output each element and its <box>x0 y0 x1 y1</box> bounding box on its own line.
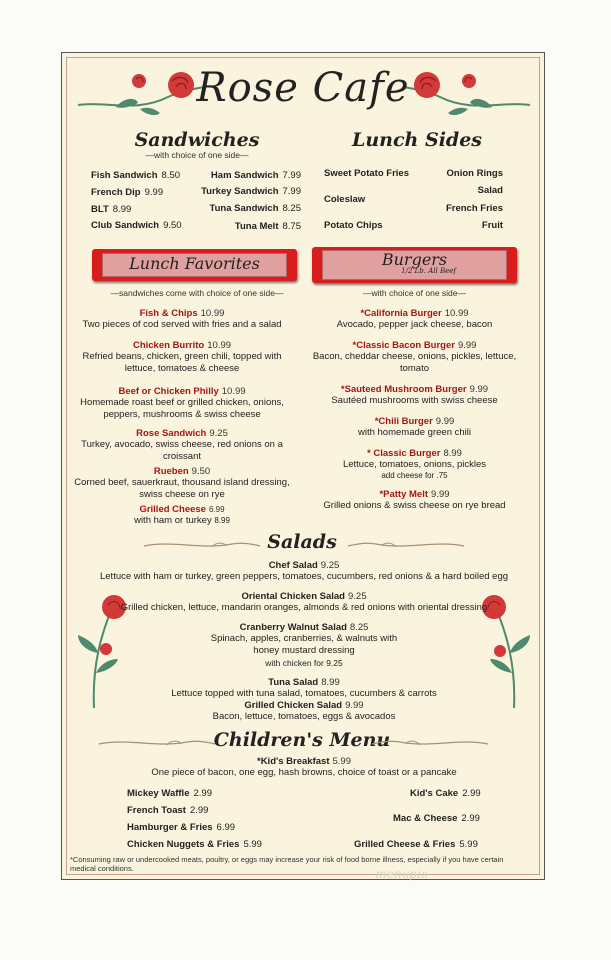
side-item: Coleslaw <box>324 194 366 205</box>
menu-item-name: * Classic Burger 8.99 <box>367 448 462 459</box>
burgers-list <box>312 308 517 512</box>
side-item: Salad <box>477 185 503 196</box>
food-safety-disclaimer: *Consuming raw or undercooked meats, poultry, or eggs may increase your risk of food borne illness, especially if you have certain medical conditions. <box>70 855 504 873</box>
kids-item: Grilled Cheese & Fries 5.99 <box>354 839 478 850</box>
lunch-favorites-subtitle: —sandwiches come with choice of one side— <box>110 288 284 298</box>
sandwich-item: Tuna Sandwich 8.25 <box>209 203 301 214</box>
menu-item-name: Beef or Chicken Philly 10.99 <box>118 386 246 397</box>
burgers-heading: Burgers <box>381 250 448 269</box>
side-item: Onion Rings <box>446 168 503 179</box>
sandwich-item: French Dip 9.99 <box>91 187 164 198</box>
side-item: Sweet Potato Fries <box>324 168 409 179</box>
menu-item-name: Tuna Salad 8.99 <box>268 677 340 688</box>
burgers-subtitle: —with choice of one side— <box>363 288 466 298</box>
menu-item-name: *Chili Burger 9.99 <box>374 416 455 427</box>
sandwich-item: Ham Sandwich 7.99 <box>210 170 301 181</box>
side-item: French Fries <box>445 203 503 214</box>
menu-item-desc: Turkey, avocado, swiss cheese, red onions on a croissant <box>81 439 283 462</box>
sandwich-item: Fish Sandwich 8.50 <box>91 170 181 181</box>
burgers-banner <box>312 247 517 283</box>
menu-item-desc: Avocado, pepper jack cheese, bacon <box>336 319 493 330</box>
menu-item-desc: Grilled onions & swiss cheese on rye bread <box>323 500 506 511</box>
menu-item-name: *Patty Melt 9.99 <box>379 489 450 500</box>
menu-item-desc: Lettuce with ham or turkey, green peppers, tomatoes, cucumbers, red onions & a hard boiled egg <box>99 571 509 582</box>
flourish-left-icon <box>97 736 217 750</box>
kids-item: Kid's Cake 2.99 <box>410 788 481 799</box>
salads-list <box>82 560 526 723</box>
menu-item-name: Chef Salad 9.25 <box>268 560 340 571</box>
menu-item-desc: Two pieces of cod served with fries and a salad <box>82 319 282 330</box>
menu-item-note: add cheese for .75 <box>381 471 448 480</box>
sandwiches-subtitle: —with choice of one side— <box>145 150 249 160</box>
kids-item: French Toast 2.99 <box>127 805 209 816</box>
childrens-menu-heading: Children's Menu <box>213 729 391 751</box>
salads-heading: Salads <box>267 531 337 553</box>
lunch-favorites-list <box>67 308 297 527</box>
menu-item-desc: Lettuce, tomatoes, onions, pickles <box>342 459 487 470</box>
menu-item-name: Grilled Chicken Salad 9.99 <box>244 700 364 711</box>
flourish-right-icon <box>370 736 490 750</box>
menu-item-note: with chicken for 9.25 <box>265 658 343 668</box>
menu-item-desc: Corned beef, sauerkraut, thousand island dressing, swiss cheese on rye <box>74 477 290 500</box>
menu-item-desc: with homemade green chili <box>357 427 471 438</box>
menu-item-name: Fish & Chips 10.99 <box>139 308 225 319</box>
menu-item-name: Grilled Cheese 6.99 <box>139 504 225 515</box>
menu-item-desc: Sautéed mushrooms with swiss cheese <box>331 395 498 406</box>
menu-item-name: *California Burger 10.99 <box>360 308 469 319</box>
kids-item: Hamburger & Fries 6.99 <box>127 822 236 833</box>
menu-item-desc: Bacon, cheddar cheese, onions, pickles, lettuce, tomato <box>312 351 517 374</box>
sandwich-item: Tuna Melt 8.75 <box>234 221 301 232</box>
menu-item-desc: Lettuce topped with tuna salad, tomatoes, cucumbers & carrots <box>171 688 437 699</box>
menu-item-name: Cranberry Walnut Salad 8.25 <box>239 622 369 633</box>
menu-item-name: *Classic Bacon Burger 9.99 <box>352 340 477 351</box>
kids-item: Chicken Nuggets & Fries 5.99 <box>127 839 262 850</box>
kids-breakfast <box>82 756 526 779</box>
flourish-right-icon <box>346 538 466 552</box>
menu-item-name: *Sauteed Mushroom Burger 9.99 <box>340 384 489 395</box>
lunch-sides-heading: Lunch Sides <box>352 129 482 151</box>
lunch-favorites-heading: Lunch Favorites <box>129 254 260 273</box>
side-item: Potato Chips <box>324 220 383 231</box>
menu-item-name: *Kid's Breakfast 5.99 <box>257 756 351 767</box>
menu-title: Rose Cafe <box>196 65 410 111</box>
side-item: Fruit <box>481 220 503 231</box>
menu-item-desc: Homemade roast beef or grilled chicken, onions, peppers, mushrooms & swiss cheese <box>80 397 284 420</box>
menu-item-desc: Spinach, apples, cranberries, & walnuts with honey mustard dressing <box>210 633 398 656</box>
kids-item: Mac & Cheese 2.99 <box>393 813 480 824</box>
burgers-note: 1/2 Lb. All Beef <box>401 267 456 275</box>
sandwiches-heading: Sandwiches <box>134 129 260 151</box>
menu-item-desc: One piece of bacon, one egg, hash browns, choice of toast or a pancake <box>151 767 457 778</box>
menu-item-desc: Bacon, lettuce, tomatoes, eggs & avocados <box>212 711 396 722</box>
menu-page <box>61 52 545 880</box>
lunch-favorites-banner <box>92 249 297 281</box>
menu-item-name: Chicken Burrito 10.99 <box>132 340 232 351</box>
sandwich-item: BLT 8.99 <box>91 204 132 215</box>
menu-item-desc: Grilled chicken, lettuce, mandarin oranges, almonds & red onions with oriental dressing <box>120 602 488 613</box>
menu-item-desc: with ham or turkey 8.99 <box>134 515 230 526</box>
sandwich-item: Club Sandwich 9.50 <box>91 220 182 231</box>
menu-item-name: Rose Sandwich 9.25 <box>136 428 228 439</box>
sandwich-item: Turkey Sandwich 7.99 <box>201 186 301 197</box>
menu-item-name: Rueben 9.50 <box>153 466 211 477</box>
menu-item-desc: Refried beans, chicken, green chili, topped with lettuce, tomatoes & cheese <box>82 351 282 374</box>
watermark: menupix <box>376 867 429 881</box>
menu-item-name: Oriental Chicken Salad 9.25 <box>241 591 367 602</box>
kids-item: Mickey Waffle 2.99 <box>127 788 212 799</box>
